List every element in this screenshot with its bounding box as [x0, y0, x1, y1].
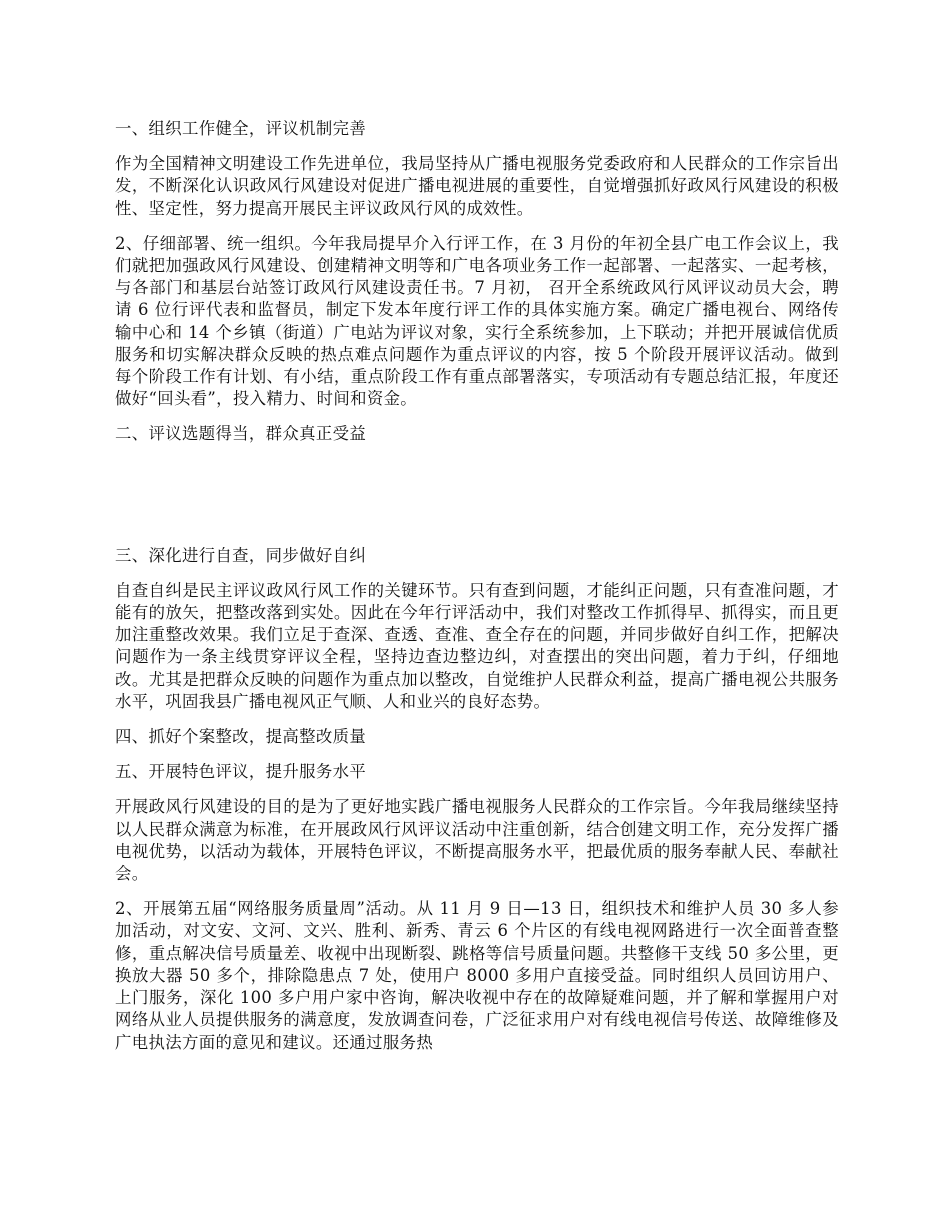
paragraph-1: 作为全国精神文明建设工作先进单位，我局坚持从广播电视服务党委政府和人民群众的工作宗旨出发，不断深化认识政风行风建设对促进广播电视进展的重要性，自觉增强抓好政风行风建设的积极性、坚定性，努力提高开展民主评议政风行风的成效性。 — [115, 154, 839, 218]
section-heading-5: 五、开展特色评议，提升服务水平 — [115, 762, 367, 782]
section-heading-2: 二、评议选题得当，群众真正受益 — [115, 424, 367, 444]
blank-space — [115, 459, 839, 545]
section-heading-3: 三、深化进行自查，同步做好自纠 — [115, 545, 367, 565]
paragraph-3: 自查自纠是民主评议政风行风工作的关键环节。只有查到问题，才能纠正问题，只有查准问题，才能有的放矢，把整改落到实处。因此在今年行评活动中，我们对整改工作抓得早、抓得实，而且更加注重整改效果。我们立足于查深、查透、查准、查全存在的问题，并同步做好自纠工作，把解决问题作为一条主线贯穿评议全程，坚持边查边整边纠，对查摆出的突出问题，着力于纠，仔细地改。尤其是把群众反映的问题作为重点加以整改，自觉维护人民群众利益，提高广播电视公共服务水平，巩固我县广播电视风正气顺、人和业兴的良好态势。 — [115, 580, 839, 711]
paragraph-5: 2、开展第五届“网络服务质量周”活动。从 11 月 9 日—13 日，组织技术和维护人员 30 多人参加活动，对文安、文河、文兴、胜利、新秀、青云 6 个片区的有线电视网路进行一次全面普查整修，重点解决信号质量差、收视中出现断裂、跳格等信号质量问题。共整修干支线 50 多公里，更换放大器 50 多个，排除隐患点 7 处，使用户 8000 多用户直接受益。同时组织人员回访用户、上门服务，深化 100 多户用户家中咨询，解决收视中存在的故障疑难问题，并了解和掌握用户对网络从业人员提供服务的满意度，发放调查问卷，广泛征求用户对有线电视信号传送、故障维修及广电执法方面的意见和建议。还通过服务热 — [115, 899, 839, 1052]
section-heading-1: 一、组织工作健全，评议机制完善 — [115, 119, 367, 138]
document-page — [115, 118, 839, 1067]
paragraph-2: 2、仔细部署、统一组织。今年我局提早介入行评工作，在 3 月份的年初全县广电工作会议上，我们就把加强政风行风建设、创建精神文明等和广电各项业务工作一起部署、一起落实、一起考核，与各部门和基层台站签订政风行风建设责任书。7 月初， 召开全系统政风行风评议动员大会，聘请 6 位行评代表和监督员，制定下发本年度行评工作的具体实施方案。确定广播电视台、网络传输中心和 14 个乡镇（街道）广电站为评议对象，实行全系统参加，上下联动；并把开展诚信优质服务和切实解决群众反映的热点难点问题作为重点评议的内容，按 5 个阶段开展评议活动。做到每个阶段工作有计划、有小结，重点阶段工作有重点部署落实，专项活动有专题总结汇报，年度还做好“回头看”，投入精力、时间和资金。 — [115, 233, 839, 409]
paragraph-4: 开展政风行风建设的目的是为了更好地实践广播电视服务人民群众的工作宗旨。今年我局继续坚持以人民群众满意为标准，在开展政风行风评议活动中注重创新，结合创建文明工作，充分发挥广播电视优势，以活动为载体，开展特色评议，不断提高服务水平，把最优质的服务奉献人民、奉献社会。 — [115, 797, 839, 884]
section-heading-4: 四、抓好个案整改，提高整改质量 — [115, 727, 367, 747]
